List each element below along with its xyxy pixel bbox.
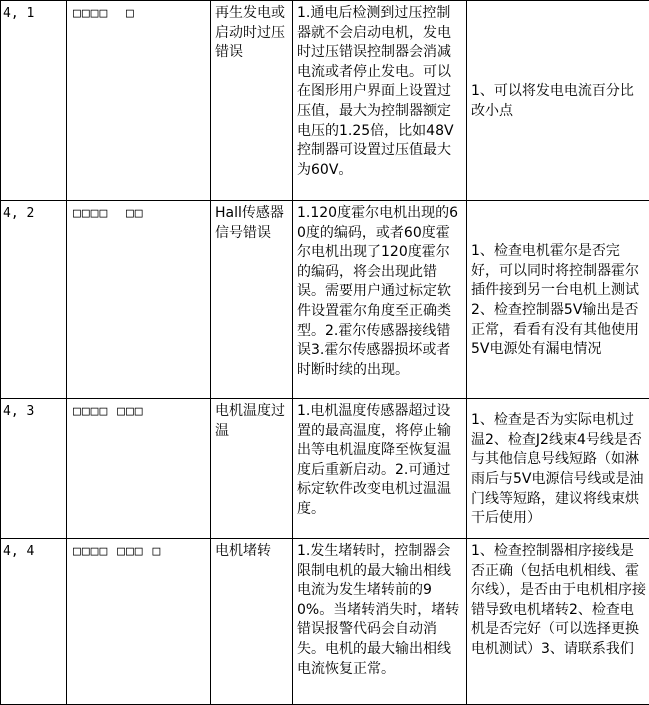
fault-type: 再生发电或启动时过压错误 (211, 1, 293, 201)
fault-cause: 1.发生堵转时，控制器会限制电机的最大输出相线电流为发生堵转前的90%。当堵转消失时，堵转错误报警代码会自动消失。电机的最大输出相线电流恢复正常。 (293, 539, 467, 705)
fault-code: 4, 1 (1, 1, 67, 201)
table-row (1, 399, 649, 539)
fault-name: □□□□ □ (67, 1, 211, 201)
fault-code: 4, 4 (1, 539, 67, 705)
fault-type: Hall传感器信号错误 (211, 201, 293, 399)
fault-code: 4, 3 (1, 399, 67, 539)
fault-cause: 1.通电后检测到过压控制器就不会启动电机，发电时过压错误控制器会消减电流或者停止发电。可以在图形用户界面上设置过压值，最大为控制器额定电压的1.25倍，比如48V控制器可设置过压值最大为60V。 (293, 1, 467, 201)
fault-cause: 1.电机温度传感器超过设置的最高温度，将停止输出等电机温度降至恢复温度后重新启动。2.可通过标定软件改变电机过温温度。 (293, 399, 467, 539)
fault-cause: 1.120度霍尔电机出现的60度的编码，或者60度霍尔电机出现了120度霍尔的编码，将会出现此错误。需要用户通过标定软件设置霍尔角度至正确类型。2.霍尔传感器接线错误3.霍尔传感器损坏或者时断时续的出现。 (293, 201, 467, 399)
fault-solution: 1、可以将发电电流百分比改小点 (467, 1, 649, 201)
fault-name: □□□□ □□ (67, 201, 211, 399)
table-row (1, 539, 649, 705)
fault-solution: 1、检查控制器相序接线是否正确（包括电机相线、霍尔线），是否由于电机相序接错导致电机堵转2、检查电机是否完好（可以选择更换电机测试）3、请联系我们 (467, 539, 649, 705)
fault-name: □□□□ □□□ □ (67, 539, 211, 705)
fault-name: □□□□ □□□ (67, 399, 211, 539)
fault-solution: 1、检查电机霍尔是否完好，可以同时将控制器霍尔插件接到另一台电机上测试2、检查控制器5V输出是否正常，看看有没有其他使用5V电源处有漏电情况 (467, 201, 649, 399)
table-row (1, 1, 649, 201)
table-row (1, 201, 649, 399)
fault-type: 电机温度过温 (211, 399, 293, 539)
fault-code: 4, 2 (1, 201, 67, 399)
fault-solution: 1、检查是否为实际电机过温2、检查J2线束4号线是否与其他信息号线短路（如淋雨后与5V电源信号线或是油门线等短路，建议将线束烘干后使用） (467, 399, 649, 539)
fault-type: 电机堵转 (211, 539, 293, 705)
